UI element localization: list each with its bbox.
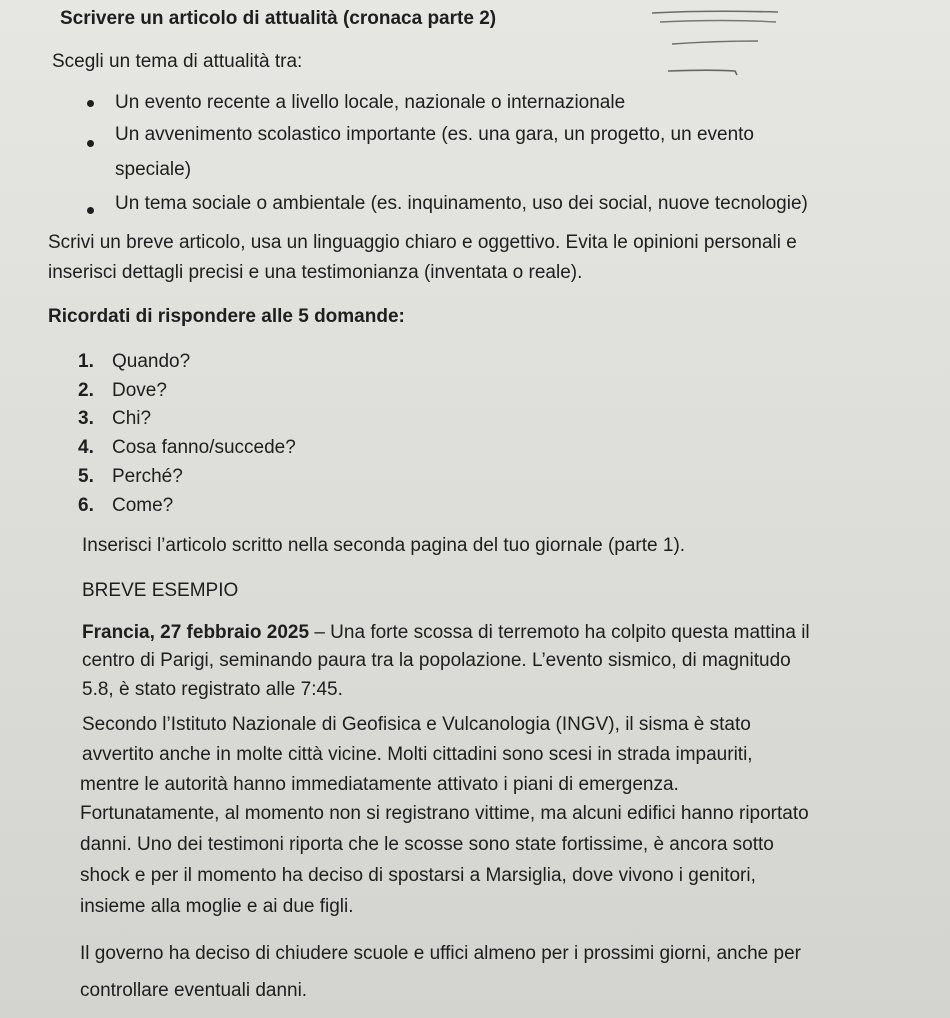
question-number: 2. xyxy=(78,380,94,401)
topic-item: Un evento recente a livello locale, nazionale o internazionale xyxy=(115,92,626,113)
intro-text: Scegli un tema di attualità tra: xyxy=(52,51,303,72)
example-paragraph-1-line: centro di Parigi, seminando paura tra la popolazione. L’evento sismico, di magnitudo xyxy=(82,650,791,671)
example-paragraph-3-line: Il governo ha deciso di chiudere scuole e uffici almeno per i prossimi giorni, anche per xyxy=(80,943,801,964)
question-number: 4. xyxy=(78,437,94,458)
example-paragraph-2-line: Fortunatamente, al momento non si registrano vittime, ma alcuni edifici hanno riportato xyxy=(80,803,809,824)
insert-note: Inserisci l’articolo scritto nella seconda pagina del tuo giornale (parte 1). xyxy=(82,535,686,556)
question-text: Cosa fanno/succede? xyxy=(112,437,296,458)
instructions-line: inserisci dettagli precisi e una testimonianza (inventata o reale). xyxy=(48,262,583,283)
pencil-scribble-marks xyxy=(640,0,800,85)
example-paragraph-1-line: 5.8, è stato registrato alle 7:45. xyxy=(82,679,343,700)
question-text: Quando? xyxy=(112,351,191,372)
topic-item: Un avvenimento scolastico importante (es. una gara, un progetto, un evento xyxy=(115,124,754,145)
example-paragraph-3-line: controllare eventuali danni. xyxy=(80,980,308,1001)
topic-item: Un tema sociale o ambientale (es. inquinamento, uso dei social, nuove tecnologie) xyxy=(115,193,808,214)
page-title: Scrivere un articolo di attualità (cronaca parte 2) xyxy=(60,8,497,29)
question-text: Dove? xyxy=(112,380,167,401)
bullet-dot xyxy=(87,100,94,107)
question-text: Chi? xyxy=(112,408,152,429)
question-number: 6. xyxy=(78,495,94,516)
example-dateline: Francia, 27 febbraio 2025 xyxy=(82,622,310,643)
example-paragraph-2-line: avvertito anche in molte città vicine. Molti cittadini sono scesi in strada impauriti, xyxy=(82,744,753,765)
question-text: Come? xyxy=(112,495,174,516)
questions-heading: Ricordati di rispondere alle 5 domande: xyxy=(48,306,405,327)
question-number: 1. xyxy=(78,351,94,372)
example-lead-text: – Una forte scossa di terremoto ha colpito questa mattina il xyxy=(309,622,810,643)
example-paragraph-1-line xyxy=(82,622,810,644)
example-paragraph-2-line: shock e per il momento ha deciso di spostarsi a Marsiglia, dove vivono i genitori, xyxy=(80,865,756,886)
question-text: Perché? xyxy=(112,466,183,487)
example-paragraph-2-line: mentre le autorità hanno immediatamente attivato i piani di emergenza. xyxy=(80,774,679,795)
bullet-dot xyxy=(87,207,94,214)
example-paragraph-2-line: Secondo l’Istituto Nazionale di Geofisica e Vulcanologia (INGV), il sisma è stato xyxy=(82,714,751,735)
question-number: 3. xyxy=(78,408,94,429)
example-heading: BREVE ESEMPIO xyxy=(82,580,239,601)
example-paragraph-2-line: danni. Uno dei testimoni riporta che le scosse sono state fortissime, è ancora sotto xyxy=(80,834,774,855)
instructions-line: Scrivi un breve articolo, usa un linguaggio chiaro e oggettivo. Evita le opinioni personali e xyxy=(48,232,797,253)
bullet-dot xyxy=(87,140,94,147)
topic-item-continuation: speciale) xyxy=(115,159,192,180)
example-paragraph-2-line: insieme alla moglie e ai due figli. xyxy=(80,896,354,917)
question-number: 5. xyxy=(78,466,94,487)
